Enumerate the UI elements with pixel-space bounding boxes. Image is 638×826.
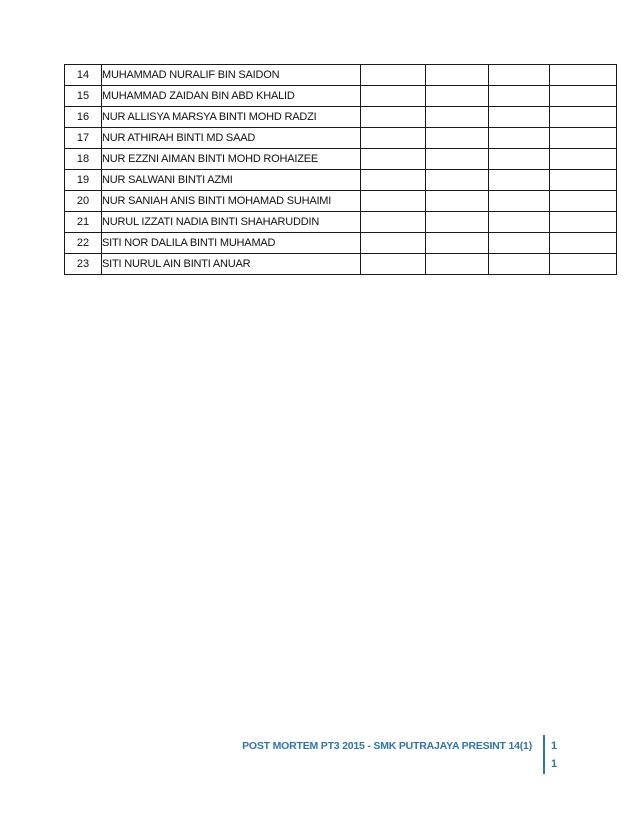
student-name: NUR SALWANI BINTI AZMI	[102, 170, 361, 191]
score-cell	[426, 233, 489, 254]
row-number: 20	[65, 191, 102, 212]
score-cell	[426, 107, 489, 128]
score-cell	[361, 65, 426, 86]
table-row	[65, 65, 617, 86]
score-cell	[550, 170, 617, 191]
student-name: NUR EZZNI AIMAN BINTI MOHD ROHAIZEE	[102, 149, 361, 170]
score-cell	[550, 128, 617, 149]
table-row	[65, 107, 617, 128]
score-cell	[489, 254, 550, 275]
page-number: 1	[551, 740, 558, 752]
row-number: 16	[65, 107, 102, 128]
table-row	[65, 233, 617, 254]
row-number: 17	[65, 128, 102, 149]
student-name: MUHAMMAD NURALIF BIN SAIDON	[102, 65, 361, 86]
score-cell	[361, 191, 426, 212]
score-cell	[489, 170, 550, 191]
score-cell	[489, 191, 550, 212]
score-cell	[489, 65, 550, 86]
table-row	[65, 191, 617, 212]
row-number: 15	[65, 86, 102, 107]
footer-title: POST MORTEM PT3 2015 - SMK PUTRAJAYA PRESINT 14(1)	[242, 740, 532, 752]
score-cell	[550, 254, 617, 275]
score-cell	[361, 233, 426, 254]
score-cell	[361, 149, 426, 170]
score-cell	[361, 86, 426, 107]
score-cell	[426, 128, 489, 149]
table-row	[65, 170, 617, 191]
row-number: 14	[65, 65, 102, 86]
score-cell	[550, 233, 617, 254]
row-number: 22	[65, 233, 102, 254]
student-name: SITI NOR DALILA BINTI MUHAMAD	[102, 233, 361, 254]
table-row	[65, 149, 617, 170]
score-cell	[426, 254, 489, 275]
score-cell	[489, 107, 550, 128]
score-cell	[550, 149, 617, 170]
score-cell	[426, 149, 489, 170]
score-cell	[550, 191, 617, 212]
student-table-body	[65, 65, 617, 275]
score-cell	[426, 170, 489, 191]
student-name: NUR ATHIRAH BINTI MD SAAD	[102, 128, 361, 149]
student-name: MUHAMMAD ZAIDAN BIN ABD KHALID	[102, 86, 361, 107]
row-number: 19	[65, 170, 102, 191]
score-cell	[489, 128, 550, 149]
score-cell	[361, 254, 426, 275]
table-row	[65, 128, 617, 149]
student-name: NUR SANIAH ANIS BINTI MOHAMAD SUHAIMI	[102, 191, 361, 212]
table-row	[65, 254, 617, 275]
score-cell	[361, 107, 426, 128]
student-name: SITI NURUL AIN BINTI ANUAR	[102, 254, 361, 275]
row-number: 21	[65, 212, 102, 233]
row-number: 23	[65, 254, 102, 275]
score-cell	[550, 107, 617, 128]
score-cell	[550, 86, 617, 107]
student-name: NUR ALLISYA MARSYA BINTI MOHD RADZI	[102, 107, 361, 128]
footer-divider	[543, 735, 545, 774]
score-cell	[361, 128, 426, 149]
score-cell	[426, 65, 489, 86]
student-name: NURUL IZZATI NADIA BINTI SHAHARUDDIN	[102, 212, 361, 233]
score-cell	[489, 233, 550, 254]
row-number: 18	[65, 149, 102, 170]
score-cell	[361, 212, 426, 233]
score-cell	[550, 65, 617, 86]
score-cell	[426, 191, 489, 212]
score-cell	[489, 212, 550, 233]
score-cell	[361, 170, 426, 191]
student-table	[64, 64, 617, 275]
score-cell	[489, 86, 550, 107]
page-number: 1	[551, 758, 558, 770]
table-row	[65, 86, 617, 107]
score-cell	[550, 212, 617, 233]
score-cell	[489, 149, 550, 170]
score-cell	[426, 86, 489, 107]
table-row	[65, 212, 617, 233]
score-cell	[426, 212, 489, 233]
